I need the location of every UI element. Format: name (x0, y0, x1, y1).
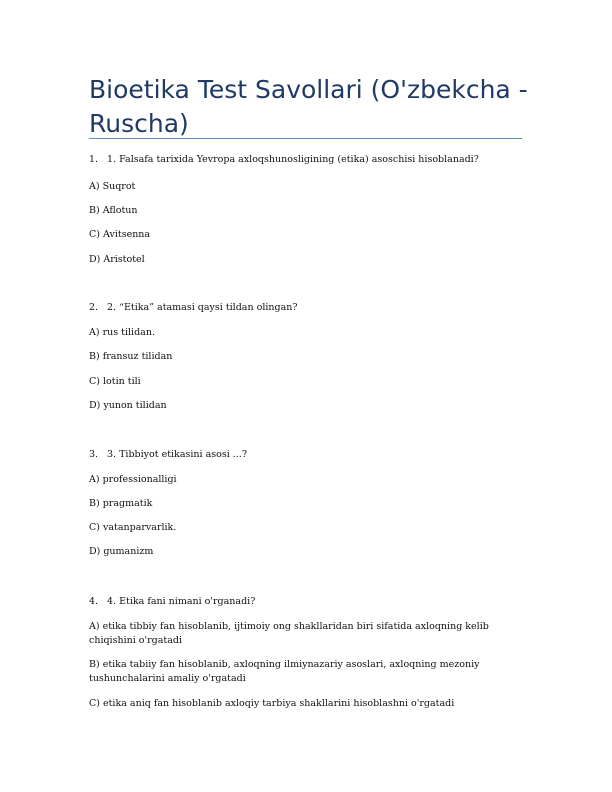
question-number: 2. (89, 302, 99, 313)
question-text: 1. Falsafa tarixida Yevropa axloqshunosligining (etika) asoschisi hisoblanadi? (107, 154, 479, 165)
option-b: B) etika tabiiy fan hisoblanib, axloqning ilmiynazariy asoslari, axloqning mezoniy tushunchalarini amaliy o'rgatadi (89, 659, 480, 684)
question-1 (89, 153, 529, 167)
option-a: A) etika tibbiy fan hisoblanib, ijtimoiy ong shakllaridan biri sifatida axloqning kelib chiqishini o'rgatadi (89, 621, 489, 646)
question-3 (89, 448, 529, 462)
option-c: C) Avitsenna (89, 229, 151, 240)
question-number: 4. (89, 596, 99, 607)
option-c: C) etika aniq fan hisoblanib axloqiy tarbiya shakllarini hisoblashni o'rgatadi (89, 698, 455, 709)
question-number: 3. (89, 449, 99, 460)
option-a: A) Suqrot (89, 181, 136, 192)
option-a: A) rus tilidan. (89, 327, 155, 338)
question-text: 3. Tibbiyot etikasini asosi ...? (107, 449, 247, 460)
option-b: B) pragmatik (89, 498, 153, 509)
option-a: A) professionalligi (89, 474, 177, 485)
option-d: D) gumanizm (89, 546, 154, 557)
title-underline (89, 138, 522, 139)
option-b: B) Aflotun (89, 205, 138, 216)
page-title: Bioetika Test Savollari (O'zbekcha - Ruscha) (89, 75, 528, 138)
option-b: B) fransuz tilidan (89, 351, 173, 362)
option-d: D) Aristotel (89, 254, 145, 265)
question-4 (89, 595, 529, 609)
question-text: 4. Etika fani nimani o'rganadi? (107, 596, 256, 607)
option-d: D) yunon tilidan (89, 400, 167, 411)
question-text: 2. “Etika” atamasi qaysi tildan olingan? (107, 302, 298, 313)
question-number: 1. (89, 154, 99, 165)
option-c: C) vatanparvarlik. (89, 522, 177, 533)
option-c: C) lotin tili (89, 376, 141, 387)
question-2 (89, 301, 529, 315)
